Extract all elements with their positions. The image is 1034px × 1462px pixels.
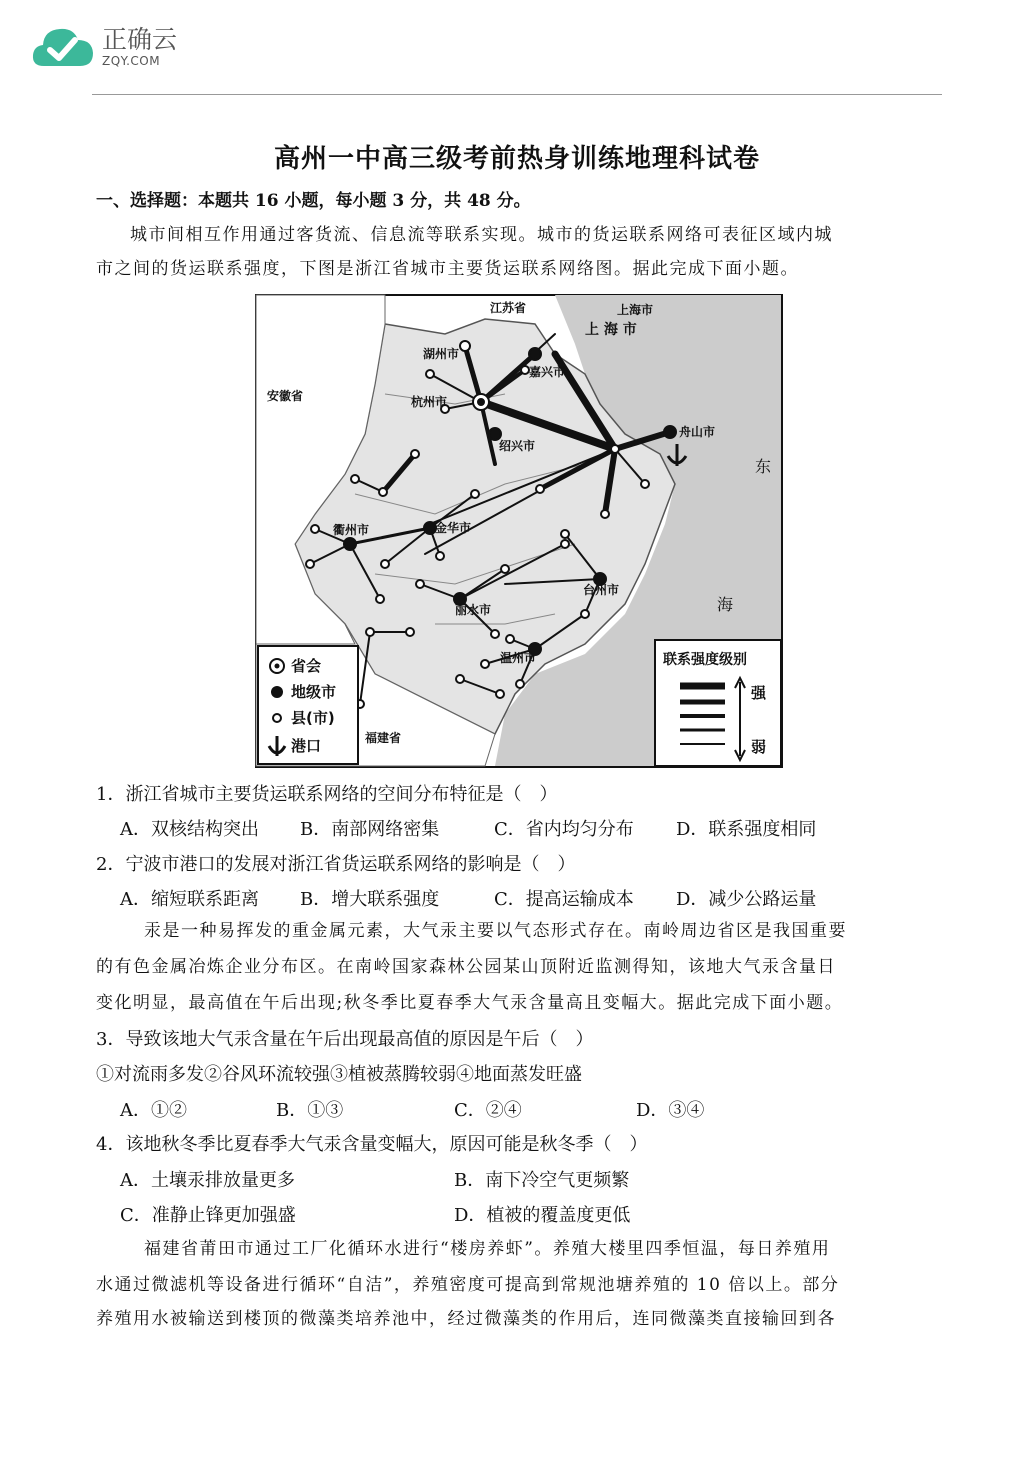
brand-name: 正确云 bbox=[102, 25, 178, 54]
passage-3-line-3: 养殖用水被输送到楼顶的微藻类培养池中，经过微藻类的作用后，连同微藻类直接输回到各 bbox=[96, 1309, 836, 1329]
legend-link-strength bbox=[655, 640, 781, 766]
passage-3-line-2: 水通过微滤机等设备进行循环“自洁”，养殖密度可提高到常规池塘养殖的 10 倍以上。部分 bbox=[96, 1275, 840, 1295]
section-heading: 一、选择题：本题共 16 小题，每小题 3 分，共 48 分。 bbox=[96, 191, 531, 211]
passage-1-line-2: 市之间的货运联系强度，下图是浙江省城市主要货运联系网络图。据此完成下面小题。 bbox=[96, 259, 799, 279]
label-shaoxing: 绍兴市 bbox=[499, 439, 536, 453]
passage-1-line-1: 城市间相互作用通过客货流、信息流等联系实现。城市的货运联系网络可表征区域内城 bbox=[130, 225, 833, 245]
question-3-choices: ①对流雨多发②谷风环流较强③植被蒸腾较弱④地面蒸发旺盛 bbox=[96, 1064, 582, 1085]
label-huzhou: 湖州市 bbox=[423, 347, 460, 361]
label-quzhou: 衢州市 bbox=[333, 523, 370, 537]
legend-provincial-capital: 省会 bbox=[291, 657, 322, 675]
question-2-stem: 2．宁波市港口的发展对浙江省货运联系网络的影响是（ ） bbox=[96, 854, 576, 875]
cloud-check-icon bbox=[30, 22, 96, 72]
q3-option-c[interactable]: C．②④ bbox=[454, 1100, 522, 1121]
question-3-stem: 3．导致该地大气汞含量在午后出现最高值的原因是午后（ ） bbox=[96, 1029, 594, 1050]
question-4-stem: 4．该地秋冬季比夏春季大气汞含量变幅大，原因可能是秋冬季（ ） bbox=[96, 1134, 648, 1155]
q2-option-d[interactable]: D．减少公路运量 bbox=[676, 889, 817, 910]
passage-2-line-1: 汞是一种易挥发的重金属元素，大气汞主要以气态形式存在。南岭周边省区是我国重要 bbox=[144, 921, 847, 941]
label-shanghai-city: 上海市 bbox=[617, 303, 654, 317]
q2-option-c[interactable]: C．提高运输成本 bbox=[494, 889, 634, 910]
passage-3-line-1: 福建省莆田市通过工厂化循环水进行“楼房养虾”。养殖大楼里四季恒温，每日养殖用 bbox=[144, 1239, 831, 1259]
q2-option-b[interactable]: B．增大联系强度 bbox=[300, 889, 440, 910]
label-lishui: 丽水市 bbox=[455, 603, 492, 617]
label-zhoushan: 舟山市 bbox=[679, 425, 716, 439]
label-shanghai: 上 海 市 bbox=[585, 322, 637, 338]
label-jiaxing: 嘉兴市 bbox=[529, 365, 566, 379]
header-divider bbox=[92, 94, 942, 95]
brand-logo[interactable] bbox=[30, 22, 177, 72]
q1-option-d[interactable]: D．联系强度相同 bbox=[676, 819, 817, 840]
legend-strong: 强 bbox=[751, 684, 767, 702]
passage-2-line-2: 的有色金属冶炼企业分布区。在南岭国家森林公园某山顶附近监测得知，该地大气汞含量日 bbox=[96, 957, 836, 977]
q1-option-c[interactable]: C．省内均匀分布 bbox=[494, 819, 634, 840]
legend-weak: 弱 bbox=[751, 738, 767, 756]
q4-option-b[interactable]: B．南下冷空气更频繁 bbox=[454, 1170, 630, 1191]
brand-url: ZQY.COM bbox=[102, 54, 161, 68]
passage-2-line-3: 变化明显，最高值在午后出现;秋冬季比夏春季大气汞含量高且变幅大。据此完成下面小题。 bbox=[96, 993, 844, 1013]
q3-option-a[interactable]: A．①② bbox=[120, 1100, 187, 1121]
label-taizhou: 台州市 bbox=[583, 583, 620, 597]
q4-option-c[interactable]: C．准静止锋更加强盛 bbox=[120, 1205, 296, 1226]
label-fujian: 福建省 bbox=[365, 731, 402, 745]
q2-option-a[interactable]: A．缩短联系距离 bbox=[120, 889, 259, 910]
label-sea: 海 bbox=[717, 595, 734, 614]
label-east: 东 bbox=[755, 457, 772, 476]
q3-option-b[interactable]: B．①③ bbox=[276, 1100, 344, 1121]
zhejiang-freight-network-map bbox=[255, 294, 783, 768]
label-hangzhou: 杭州市 bbox=[411, 395, 448, 409]
q3-option-d[interactable]: D．③④ bbox=[636, 1100, 705, 1121]
label-anhui: 安徽省 bbox=[267, 389, 304, 403]
q1-option-b[interactable]: B．南部网络密集 bbox=[300, 819, 440, 840]
question-1-stem: 1．浙江省城市主要货运联系网络的空间分布特征是（ ） bbox=[96, 784, 558, 805]
q1-option-a[interactable]: A．双核结构突出 bbox=[120, 819, 259, 840]
label-wenzhou: 温州市 bbox=[500, 651, 537, 665]
q4-option-a[interactable]: A．土壤汞排放量更多 bbox=[120, 1170, 295, 1191]
legend-strength-title: 联系强度级别 bbox=[663, 652, 747, 668]
q4-option-d[interactable]: D．植被的覆盖度更低 bbox=[454, 1205, 631, 1226]
label-jinhua: 金华市 bbox=[435, 521, 472, 535]
legend-prefecture-city: 地级市 bbox=[291, 683, 337, 701]
label-jiangsu: 江苏省 bbox=[490, 301, 527, 315]
legend-node-types bbox=[258, 646, 358, 764]
legend-port: 港口 bbox=[291, 737, 322, 755]
page-title: 高州一中高三级考前热身训练地理科试卷 bbox=[273, 144, 760, 174]
legend-county: 县(市) bbox=[291, 709, 335, 727]
